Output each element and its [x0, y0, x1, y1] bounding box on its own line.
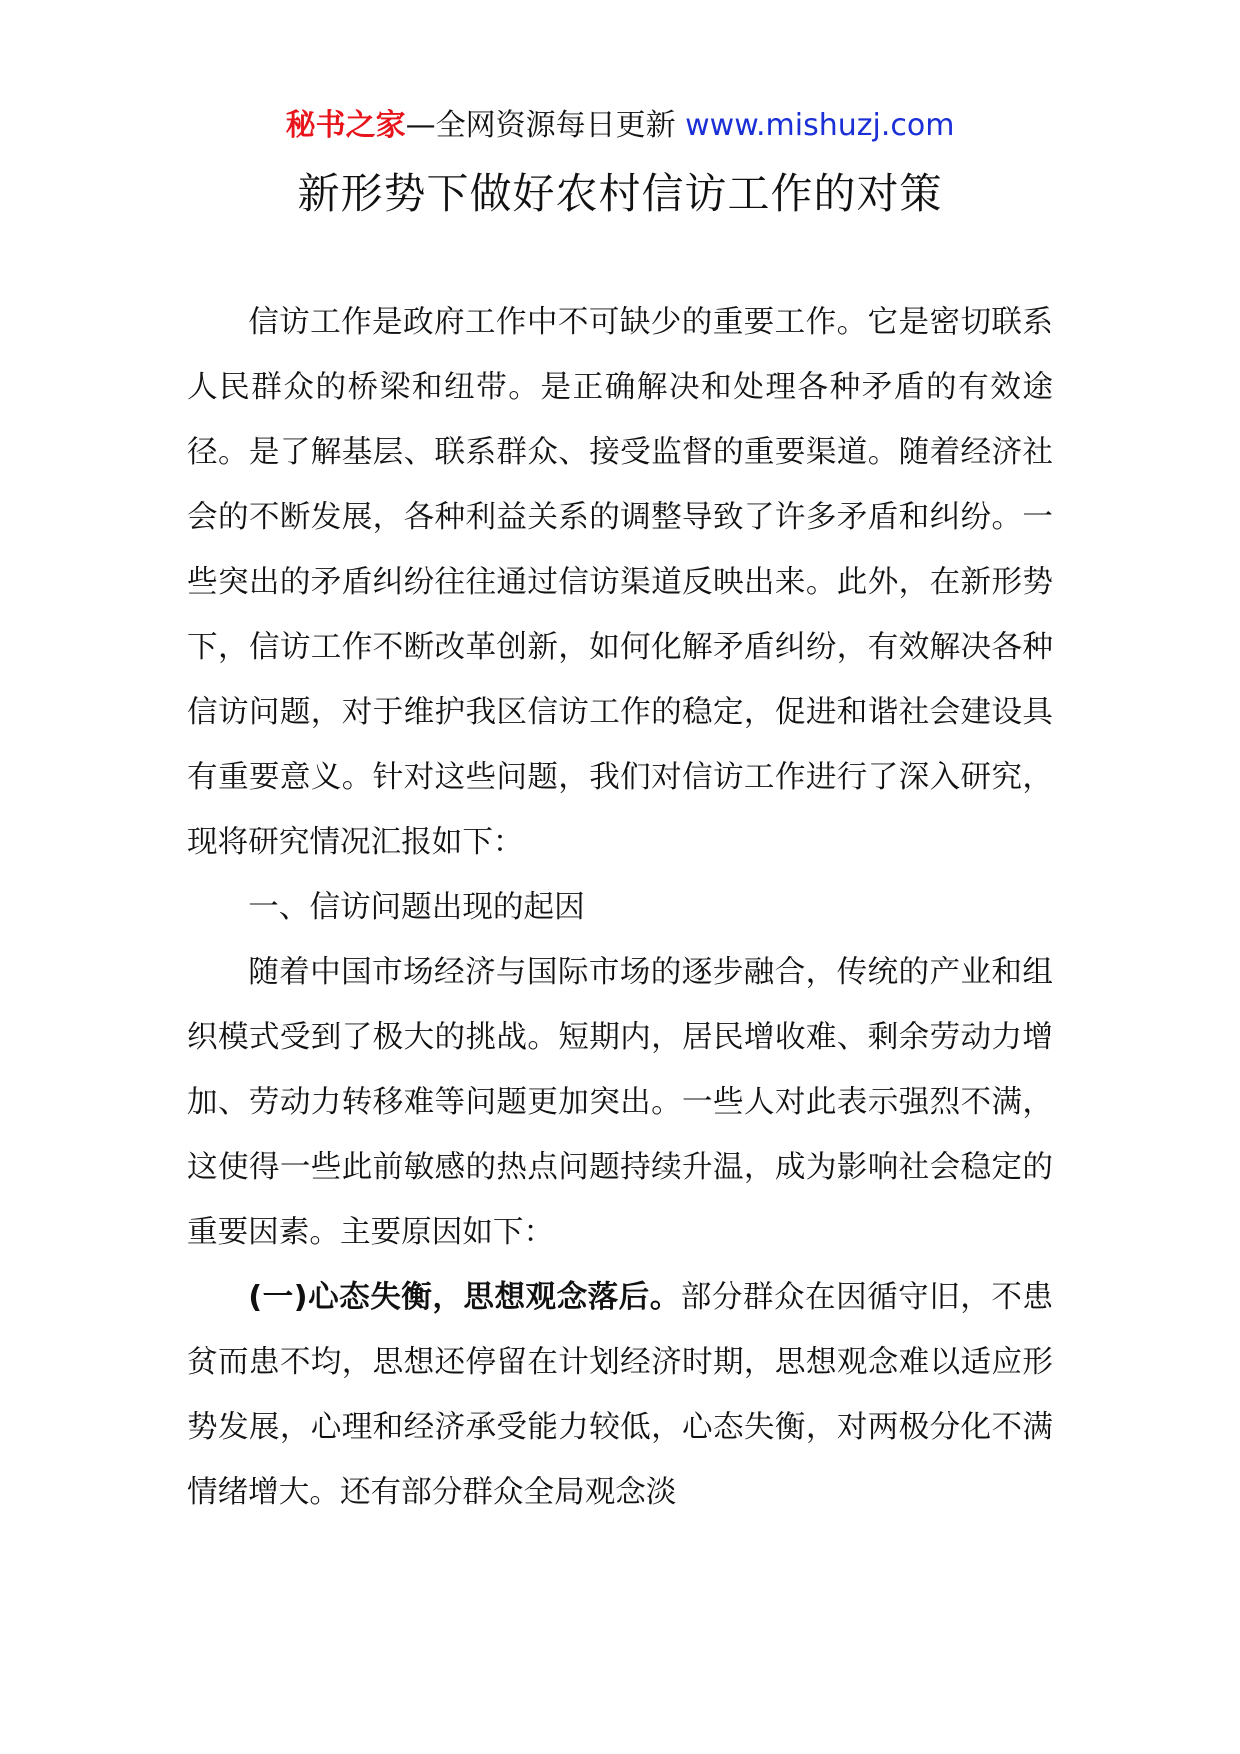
point-1-lead: (一)心态失衡，思想观念落后。 — [248, 1280, 681, 1315]
section-paragraph: 随着中国市场经济与国际市场的逐步融合，传统的产业和组织模式受到了极大的挑战。短期内，居民增收难、剩余劳动力增加、劳动力转移难等问题更加突出。一些人对此表示强烈不满，这使得一些此前敏感的热点问题持续升温，成为影响社会稳定的重要因素。主要原因如下： — [187, 955, 1053, 1250]
site-slogan: —全网资源每日更新 — [405, 108, 686, 143]
document-title: 新形势下做好农村信访工作的对策 — [297, 169, 943, 218]
document-body — [187, 290, 1053, 1525]
site-header — [0, 104, 1240, 148]
site-url[interactable]: www.mishuzj.com — [685, 108, 955, 143]
point-1-paragraph — [187, 1265, 1053, 1525]
point-1-text: 部分群众在因循守旧，不患贫而患不均，思想还停留在计划经济时期，思想观念难以适应形势发展，心理和经济承受能力较低，心态失衡，对两极分化不满情绪增大。还有部分群众全局观念淡 — [187, 1280, 1053, 1510]
intro-paragraph: 信访工作是政府工作中不可缺少的重要工作。它是密切联系人民群众的桥梁和纽带。是正确解决和处理各种矛盾的有效途径。是了解基层、联系群众、接受监督的重要渠道。随着经济社会的不断发展，各种利益关系的调整导致了许多矛盾和纠纷。一些突出的矛盾纠纷往往通过信访渠道反映出来。此外，在新形势下，信访工作不断改革创新，如何化解矛盾纠纷，有效解决各种信访问题，对于维护我区信访工作的稳定，促进和谐社会建设具有重要意义。针对这些问题，我们对信访工作进行了深入研究，现将研究情况汇报如下： — [187, 305, 1053, 860]
site-brand: 秘书之家 — [285, 108, 406, 143]
section-heading-1: 一、信访问题出现的起因 — [248, 890, 585, 925]
